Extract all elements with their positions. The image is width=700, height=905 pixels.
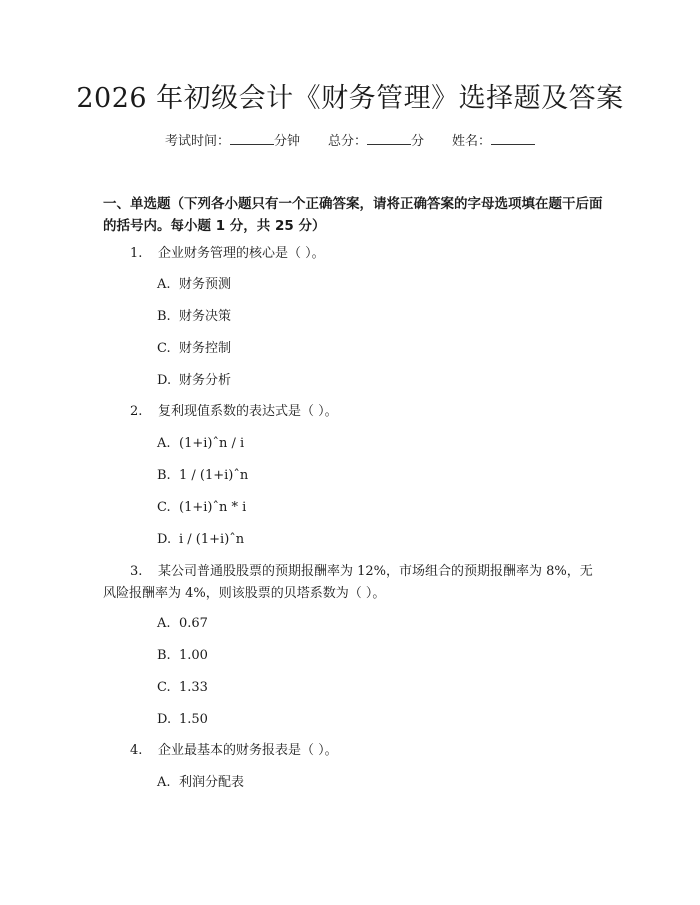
question-text: 企业最基本的财务报表是（ ）。: [158, 743, 338, 758]
option-text: 0.67: [179, 616, 208, 631]
option-text: 1.33: [179, 680, 208, 695]
question-number: 1.: [130, 246, 143, 261]
option-key: B.: [157, 309, 171, 324]
question-2: [130, 401, 610, 423]
option-text: i / (1+i)ˆn: [179, 532, 245, 547]
question-2-option-a: [157, 433, 597, 455]
option-key: A.: [157, 775, 171, 790]
total-score-blank[interactable]: [367, 132, 411, 145]
total-score-label: 总分：: [327, 134, 367, 149]
question-2-option-c: [157, 497, 597, 519]
question-1-option-a: [157, 274, 597, 296]
option-key: A.: [157, 616, 171, 631]
question-3-option-b: [157, 645, 597, 667]
question-number: 3.: [130, 564, 143, 579]
question-3: [103, 561, 603, 605]
question-3-option-c: [157, 677, 597, 699]
option-text: 财务预测: [179, 277, 232, 292]
option-key: C.: [157, 500, 171, 515]
option-key: A.: [157, 436, 171, 451]
option-key: D.: [157, 532, 172, 547]
question-1-option-b: [157, 306, 597, 328]
question-4: [130, 740, 610, 762]
question-1-option-d: [157, 370, 597, 392]
option-key: B.: [157, 468, 171, 483]
option-text: 财务决策: [179, 309, 232, 324]
option-text: 1.00: [179, 648, 208, 663]
option-text: 财务控制: [179, 341, 232, 356]
question-text: 某公司普通股股票的预期报酬率为 12%，市场组合的预期报酬率为 8%，无风险报酬率为 4%，则该股票的贝塔系数为（ ）。: [103, 564, 593, 601]
question-3-option-d: [157, 709, 597, 731]
exam-time-label: 考试时间：: [164, 134, 230, 149]
option-key: B.: [157, 648, 171, 663]
name-blank[interactable]: [491, 132, 535, 145]
section-heading: 一、单选题（下列各小题只有一个正确答案，请将正确答案的字母选项填在题干后面的括号内。每小题 1 分，共 25 分）: [103, 196, 603, 234]
option-text: 财务分析: [179, 373, 232, 388]
exam-time-unit: 分钟: [273, 134, 300, 149]
option-text: 利润分配表: [179, 775, 245, 790]
question-text: 企业财务管理的核心是（ ）。: [158, 246, 325, 261]
option-text: (1+i)ˆn * i: [179, 500, 247, 515]
option-key: D.: [157, 712, 172, 727]
exam-info-line: [0, 132, 700, 151]
document-title: 2026 年初级会计《财务管理》选择题及答案: [76, 83, 624, 114]
question-number: 4.: [130, 743, 143, 758]
question-1: [130, 243, 610, 265]
option-text: (1+i)ˆn / i: [179, 436, 245, 451]
option-text: 1.50: [179, 712, 208, 727]
question-4-option-a: [157, 772, 597, 794]
question-text: 复利现值系数的表达式是（ ）。: [158, 404, 338, 419]
question-2-option-b: [157, 465, 597, 487]
question-number: 2.: [130, 404, 143, 419]
total-score-unit: 分: [411, 134, 425, 149]
name-label: 姓名：: [452, 134, 492, 149]
question-2-option-d: [157, 529, 597, 551]
option-key: C.: [157, 680, 171, 695]
option-text: 1 / (1+i)ˆn: [179, 468, 249, 483]
option-key: C.: [157, 341, 171, 356]
option-key: D.: [157, 373, 172, 388]
option-key: A.: [157, 277, 171, 292]
question-1-option-c: [157, 338, 597, 360]
exam-time-blank[interactable]: [230, 132, 274, 145]
question-3-option-a: [157, 613, 597, 635]
